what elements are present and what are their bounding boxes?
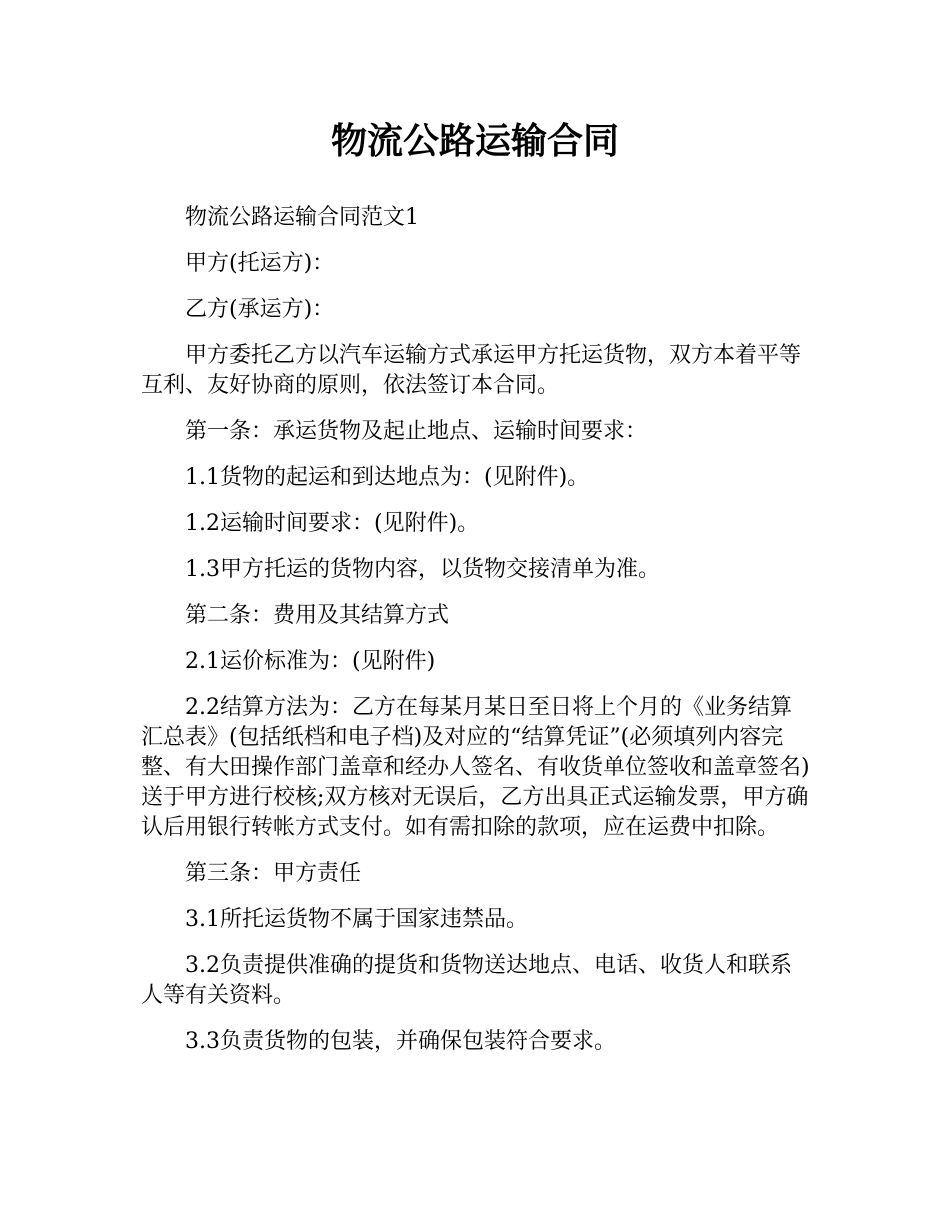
clause-2-1: 2.1运价标准为：(见附件)	[185, 649, 436, 674]
document-body	[141, 203, 813, 1073]
clause-3-3: 3.3负责货物的包装，并确保包装符合要求。	[185, 1029, 616, 1054]
clause-1-3: 1.3甲方托运的货物内容，以货物交接清单为准。	[185, 557, 660, 582]
paragraph-party-b: 乙方(承运方)：	[185, 297, 335, 322]
paragraph-intro: 甲方委托乙方以汽车运输方式承运甲方托运货物，双方本着平等互利、友好协商的原则，依法签订本合同。	[141, 343, 802, 398]
clause-2-2: 2.2结算方法为：乙方在每某月某日至日将上个月的《业务结算汇总表》(包括纸档和电子档)及对应的“结算凭证”(必须填列内容完整、有大田操作部门盖章和经办人签名、有收货单位签收和盖章签名)送于甲方进行校核;双方核对无误后，乙方出具正式运输发票，甲方确认后用银行转帐方式支付。如有需扣除的款项，应在运费中扣除。	[141, 695, 810, 840]
article-2-heading: 第二条：费用及其结算方式	[185, 603, 450, 628]
clause-3-2: 3.2负责提供准确的提货和货物送达地点、电话、收货人和联系人等有关资料。	[141, 953, 792, 1008]
clause-3-1: 3.1所托运货物不属于国家违禁品。	[185, 907, 528, 932]
clause-1-1: 1.1货物的起运和到达地点为：(见附件)。	[185, 465, 590, 490]
clause-1-2: 1.2运输时间要求：(见附件)。	[185, 511, 480, 536]
article-1-heading: 第一条：承运货物及起止地点、运输时间要求：	[185, 419, 648, 444]
document-title: 物流公路运输合同	[330, 121, 619, 162]
article-3-heading: 第三条：甲方责任	[185, 861, 362, 886]
paragraph-party-a: 甲方(托运方)：	[185, 251, 335, 276]
paragraph-heading-template: 物流公路运输合同范文1	[185, 205, 419, 230]
